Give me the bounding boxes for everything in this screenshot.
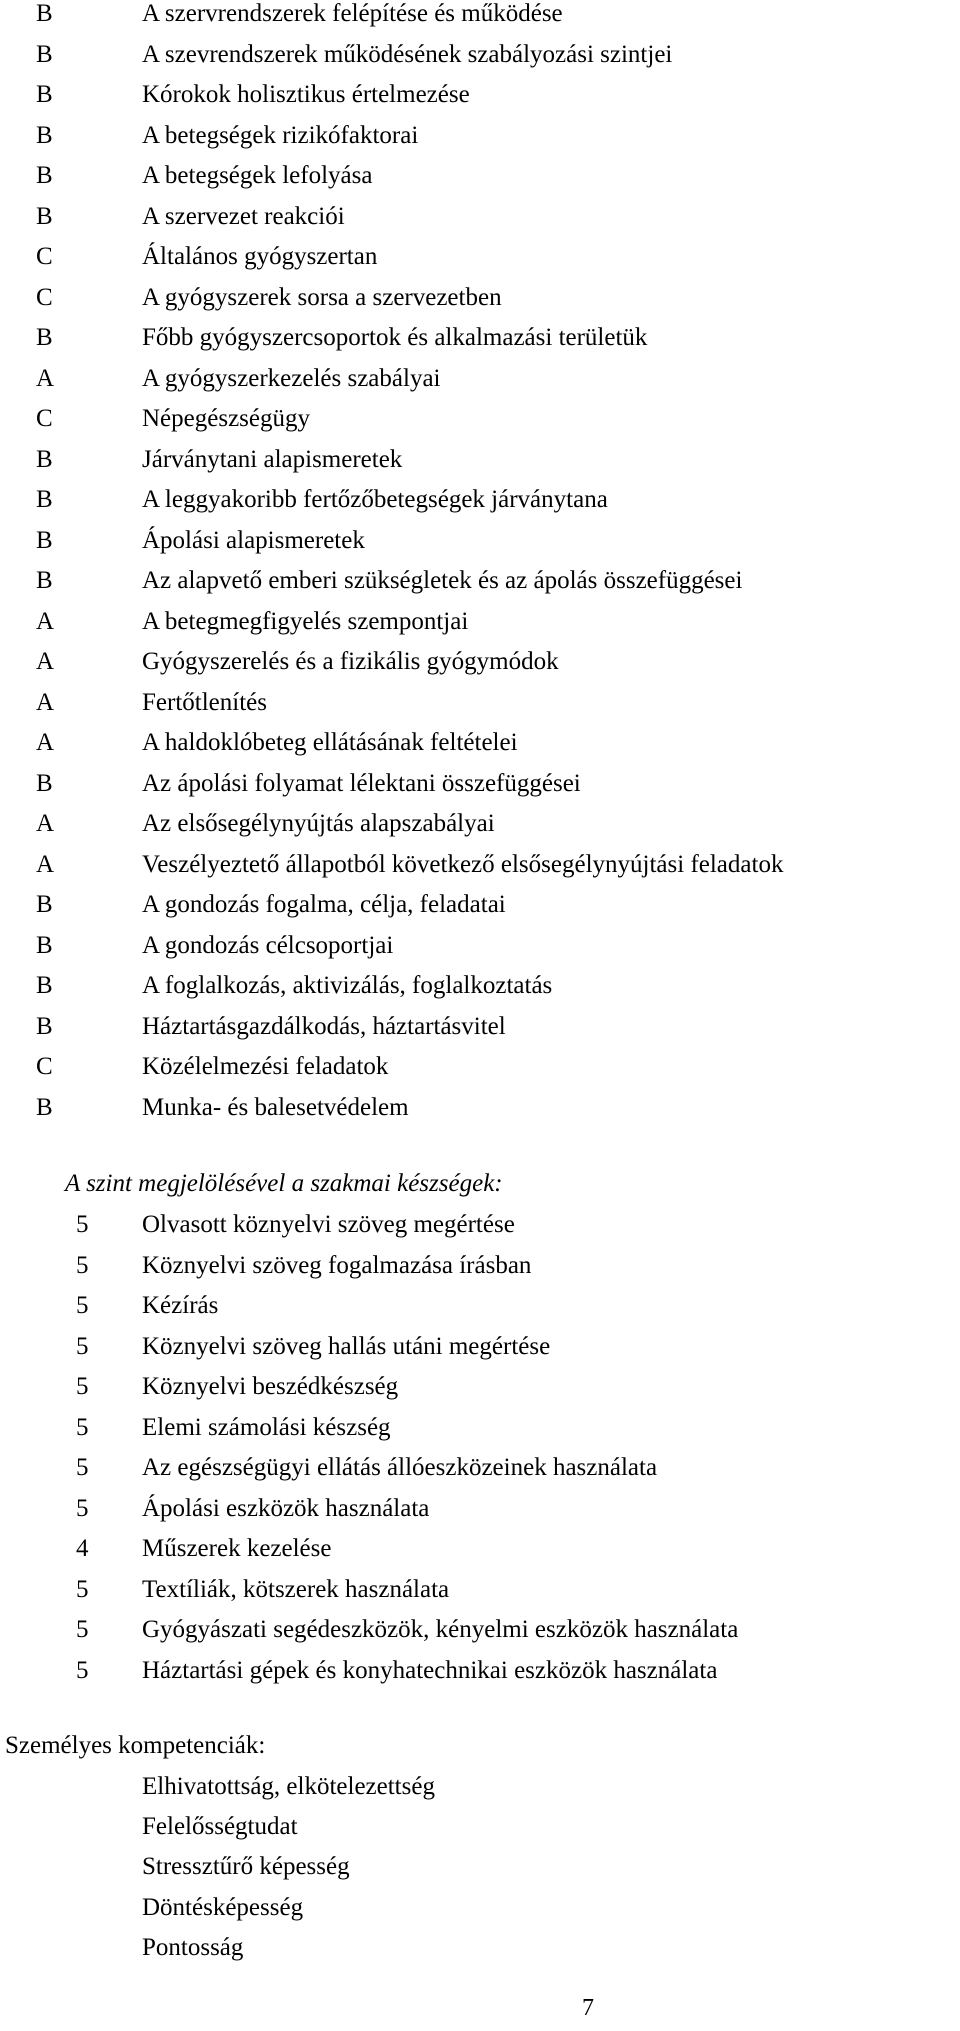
topic-row bbox=[0, 642, 960, 683]
skill-row bbox=[0, 1570, 960, 1611]
topic-row bbox=[0, 156, 960, 197]
topic-row bbox=[0, 278, 960, 319]
topic-row bbox=[0, 804, 960, 845]
topic-level: B bbox=[36, 445, 53, 473]
skill-text: Elemi számolási készség bbox=[142, 1413, 391, 1441]
skill-row bbox=[0, 1651, 960, 1692]
skill-text: Ápolási eszközök használata bbox=[142, 1494, 430, 1522]
topic-row bbox=[0, 75, 960, 116]
topic-text: A betegmegfigyelés szempontjai bbox=[142, 607, 469, 635]
topic-text: A szevrendszerek működésének szabályozási szintjei bbox=[142, 40, 673, 68]
topic-level: C bbox=[36, 405, 53, 432]
topic-text: A gyógyszerkezelés szabályai bbox=[142, 364, 441, 392]
topic-row bbox=[0, 723, 960, 764]
skill-text: Köznyelvi beszédkészség bbox=[142, 1373, 399, 1400]
topic-text: Az alapvető emberi szükségletek és az ápolás összefüggései bbox=[142, 567, 743, 594]
topic-text: A gyógyszerek sorsa a szervezetben bbox=[142, 283, 502, 311]
topic-level: B bbox=[36, 0, 53, 27]
topic-text: Fertőtlenítés bbox=[142, 688, 267, 716]
topic-row bbox=[0, 440, 960, 481]
topic-level: A bbox=[36, 364, 55, 392]
personal-competencies-heading: Személyes kompetenciák: bbox=[5, 1732, 266, 1759]
skill-level: 5 bbox=[76, 1292, 89, 1319]
competency-text: Elhivatottság, elkötelezettség bbox=[142, 1773, 435, 1800]
skill-row bbox=[0, 1529, 960, 1570]
topic-text: Közélelmezési feladatok bbox=[142, 1053, 389, 1080]
topic-text: A gondozás fogalma, célja, feladatai bbox=[142, 891, 506, 918]
topic-level: A bbox=[36, 648, 55, 675]
skill-row bbox=[0, 1408, 960, 1449]
topic-row bbox=[0, 359, 960, 400]
skills-list bbox=[0, 1205, 960, 1691]
topic-level: A bbox=[36, 607, 55, 635]
topic-text: A szervrendszerek felépítése és működése bbox=[142, 0, 563, 27]
topic-text: Az elsősegélynyújtás alapszabályai bbox=[142, 810, 495, 837]
topic-level: B bbox=[36, 121, 53, 149]
skill-row bbox=[0, 1610, 960, 1651]
topic-row bbox=[0, 480, 960, 521]
topic-text: Általános gyógyszertan bbox=[142, 243, 378, 270]
skill-level: 5 bbox=[76, 1616, 89, 1643]
topic-level: B bbox=[36, 40, 53, 68]
topic-level: B bbox=[36, 81, 53, 108]
topic-level: B bbox=[36, 891, 53, 918]
competency-text: Felelősségtudat bbox=[142, 1813, 298, 1841]
topic-row bbox=[0, 197, 960, 238]
topic-level: B bbox=[36, 769, 53, 797]
skill-level: 5 bbox=[76, 1494, 89, 1522]
topic-level: B bbox=[36, 931, 53, 959]
skill-level: 5 bbox=[76, 1251, 89, 1279]
skill-text: Olvasott köznyelvi szöveg megértése bbox=[142, 1211, 515, 1238]
topic-row bbox=[0, 318, 960, 359]
topic-row bbox=[0, 926, 960, 967]
topic-row bbox=[0, 561, 960, 602]
topic-level: B bbox=[36, 324, 53, 351]
skill-level: 5 bbox=[76, 1332, 89, 1360]
skill-text: Műszerek kezelése bbox=[142, 1535, 332, 1562]
topic-text: Munka- és balesetvédelem bbox=[142, 1093, 409, 1121]
topic-level: B bbox=[36, 202, 53, 230]
topic-text: Gyógyszerelés és a fizikális gyógymódok bbox=[142, 648, 559, 675]
skill-level: 4 bbox=[76, 1535, 89, 1562]
skill-level: 5 bbox=[76, 1656, 89, 1684]
skill-text: Kézírás bbox=[142, 1292, 219, 1319]
skill-row bbox=[0, 1448, 960, 1489]
competency-row bbox=[0, 1807, 960, 1847]
competency-text: Stressztűrő képesség bbox=[142, 1853, 350, 1881]
skill-text: Az egészségügyi ellátás állóeszközeinek használata bbox=[142, 1454, 658, 1481]
skill-level: 5 bbox=[76, 1211, 89, 1238]
competency-text: Döntésképesség bbox=[142, 1893, 304, 1921]
skill-level: 5 bbox=[76, 1575, 89, 1603]
skill-row bbox=[0, 1205, 960, 1246]
topic-level: B bbox=[36, 526, 53, 554]
topic-text: A foglalkozás, aktivizálás, foglalkoztatás bbox=[142, 972, 553, 999]
topic-text: Kórokok holisztikus értelmezése bbox=[142, 81, 470, 108]
skill-row bbox=[0, 1327, 960, 1368]
skill-row bbox=[0, 1286, 960, 1327]
topic-row bbox=[0, 0, 960, 35]
skill-text: Gyógyászati segédeszközök, kényelmi eszközök használata bbox=[142, 1616, 739, 1643]
competency-text: Pontosság bbox=[142, 1933, 244, 1961]
topic-level: A bbox=[36, 810, 55, 837]
topic-text: Ápolási alapismeretek bbox=[142, 526, 365, 554]
topic-level: A bbox=[36, 850, 55, 878]
personal-competencies-list bbox=[0, 1767, 960, 1968]
topic-text: A betegségek rizikófaktorai bbox=[142, 121, 419, 149]
topic-text: Veszélyeztető állapotból következő elsősegélynyújtási feladatok bbox=[142, 850, 784, 878]
skill-level: 5 bbox=[76, 1373, 89, 1400]
topic-text: Népegészségügy bbox=[142, 405, 310, 432]
topic-level: B bbox=[36, 567, 53, 594]
skill-row bbox=[0, 1489, 960, 1530]
topic-level: C bbox=[36, 283, 53, 311]
topic-level: B bbox=[36, 486, 53, 513]
topic-row bbox=[0, 845, 960, 886]
topic-text: Háztartásgazdálkodás, háztartásvitel bbox=[142, 1012, 506, 1040]
skill-text: Köznyelvi szöveg hallás utáni megértése bbox=[142, 1332, 551, 1360]
competency-row bbox=[0, 1847, 960, 1887]
topic-text: Járványtani alapismeretek bbox=[142, 445, 403, 473]
topic-level: B bbox=[36, 1093, 53, 1121]
topic-row bbox=[0, 399, 960, 440]
topic-text: A leggyakoribb fertőzőbetegségek járványtana bbox=[142, 486, 608, 513]
topic-text: A betegségek lefolyása bbox=[142, 162, 373, 189]
topic-level: A bbox=[36, 729, 55, 756]
topic-row bbox=[0, 35, 960, 76]
topic-level: B bbox=[36, 162, 53, 189]
topic-row bbox=[0, 683, 960, 724]
topic-row bbox=[0, 885, 960, 926]
competency-row bbox=[0, 1928, 960, 1968]
skills-heading: A szint megjelölésével a szakmai készségek: bbox=[65, 1170, 503, 1197]
topic-level: C bbox=[36, 1053, 53, 1080]
topic-level: B bbox=[36, 972, 53, 999]
topic-row bbox=[0, 237, 960, 278]
competency-row bbox=[0, 1767, 960, 1807]
topic-level: A bbox=[36, 688, 55, 716]
topic-row bbox=[0, 1007, 960, 1048]
skill-row bbox=[0, 1246, 960, 1287]
skill-text: Textíliák, kötszerek használata bbox=[142, 1575, 450, 1603]
page-number: 7 bbox=[582, 1995, 594, 2021]
topic-row bbox=[0, 1088, 960, 1129]
topic-text: A gondozás célcsoportjai bbox=[142, 931, 394, 959]
topic-row bbox=[0, 966, 960, 1007]
topic-row bbox=[0, 602, 960, 643]
skill-text: Köznyelvi szöveg fogalmazása írásban bbox=[142, 1251, 532, 1279]
topic-level: B bbox=[36, 1012, 53, 1040]
skill-text: Háztartási gépek és konyhatechnikai eszközök használata bbox=[142, 1656, 718, 1684]
skill-level: 5 bbox=[76, 1413, 89, 1441]
skill-level: 5 bbox=[76, 1454, 89, 1481]
skill-row bbox=[0, 1367, 960, 1408]
topic-text: A szervezet reakciói bbox=[142, 202, 345, 230]
topic-text: Az ápolási folyamat lélektani összefüggései bbox=[142, 769, 581, 797]
topic-row bbox=[0, 764, 960, 805]
topic-row bbox=[0, 1047, 960, 1088]
topic-level: C bbox=[36, 243, 53, 270]
topic-text: Főbb gyógyszercsoportok és alkalmazási területük bbox=[142, 324, 648, 351]
competency-row bbox=[0, 1888, 960, 1928]
topic-row bbox=[0, 521, 960, 562]
topic-row bbox=[0, 116, 960, 157]
topic-text: A haldoklóbeteg ellátásának feltételei bbox=[142, 729, 518, 756]
